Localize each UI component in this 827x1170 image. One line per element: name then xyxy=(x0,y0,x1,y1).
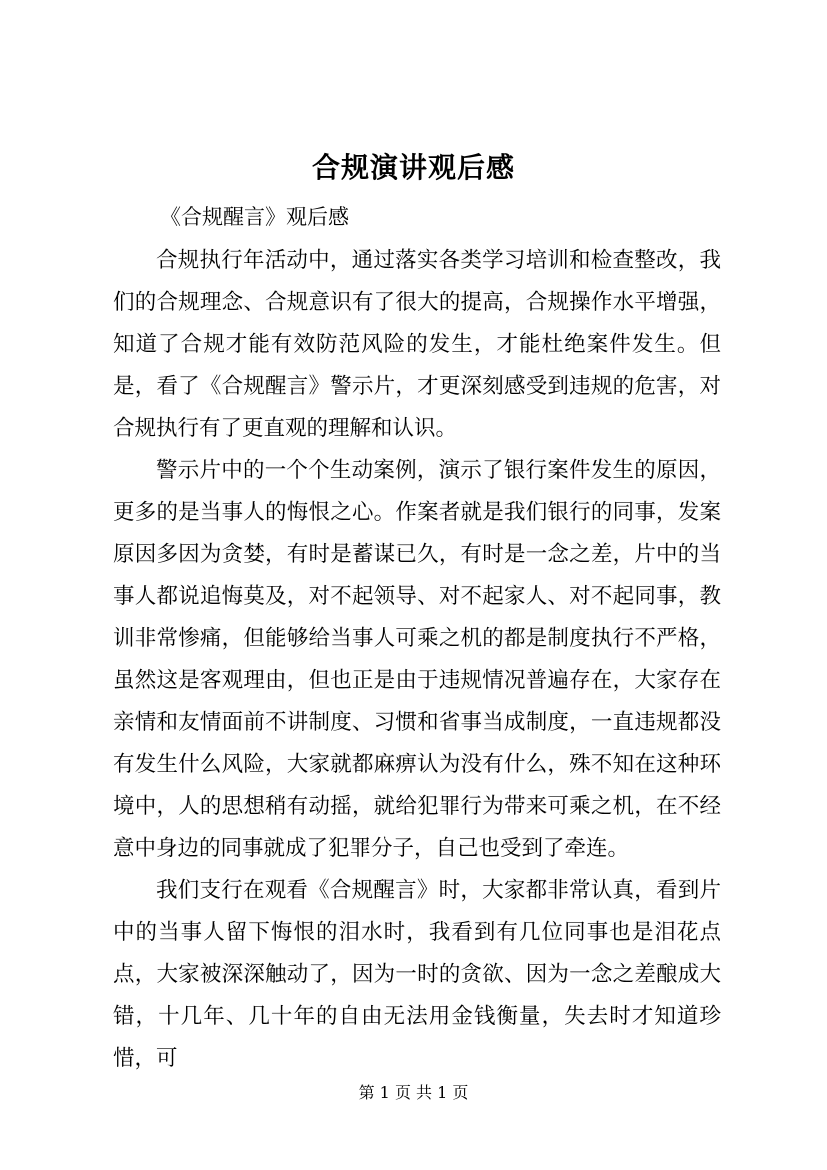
paragraph-2: 警示片中的一个个生动案例，演示了银行案件发生的原因，更多的是当事人的悔恨之心。作案者就是我们银行的同事，发案原因多因为贪婪，有时是蓄谋已久，有时是一念之差，片中的当事人都说追悔莫及，对不起领导、对不起家人、对不起同事，教训非常惨痛，但能够给当事人可乘之机的都是制度执行不严格，虽然这是客观理由，但也正是由于违规情况普遍存在，大家存在亲情和友情面前不讲制度、习惯和省事当成制度，一直违规都没有发生什么风险，大家就都麻痹认为没有什么，殊不知在这种环境中，人的思想稍有动摇，就给犯罪行为带来可乘之机，在不经意中身边的同事就成了犯罪分子，自己也受到了牵连。 xyxy=(113,458,721,861)
document-subtitle: 《合规醒言》观后感 xyxy=(160,205,349,229)
paragraph-3: 我们支行在观看《合规醒言》时，大家都非常认真，看到片中的当事人留下悔恨的泪水时，我看到有几位同事也是泪花点点，大家被深深触动了，因为一时的贪欲、因为一念之差酿成大错，十几年、几十年的自由无法用金钱衡量，失去时才知道珍惜，可 xyxy=(113,878,721,1071)
document-body xyxy=(113,240,721,1080)
document-title: 合规演讲观后感 xyxy=(311,151,515,184)
paragraph-1: 合规执行年活动中，通过落实各类学习培训和检查整改，我们的合规理念、合规意识有了很大的提高，合规操作水平增强，知道了合规才能有效防范风险的发生，才能杜绝案件发生。但是，看了《合规醒言》警示片，才更深刻感受到违规的危害，对合规执行有了更直观的理解和认识。 xyxy=(113,248,721,441)
page-footer: 第 1 页 共 1 页 xyxy=(358,1083,469,1102)
